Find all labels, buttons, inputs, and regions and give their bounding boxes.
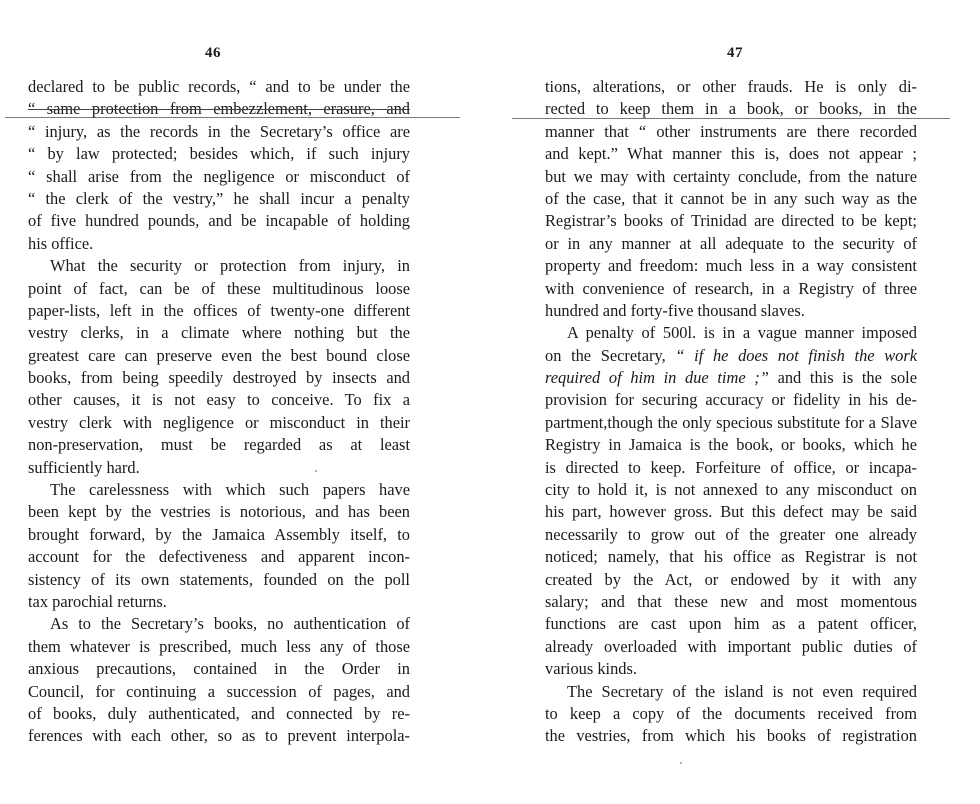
text-line: non-preservation, must be regarded as at least <box>28 435 410 455</box>
text-line: “ same protection from embezzlement, erasure, and <box>28 99 410 119</box>
text-line: tax parochial returns. <box>28 591 167 611</box>
text-line: What the security or protection from injury, in <box>50 256 410 276</box>
text-line: but we may with certainty conclude, from the nature <box>545 166 917 186</box>
text-line: of books, duly authenticated, and connected by re- <box>28 703 410 723</box>
text-line: already overloaded with important public duties of <box>545 636 917 656</box>
text-line: brought forward, by the Jamaica Assembly itself, to <box>28 524 410 544</box>
text-line <box>545 367 917 389</box>
text-line: Council, for continuing a succession of pages, and <box>28 681 410 701</box>
text-fragment: required of him in due time ; <box>545 368 760 388</box>
text-line: vestry clerks, in a climate where nothing but the <box>28 323 410 343</box>
text-line: his part, however gross. But this defect may be said <box>545 502 917 522</box>
quoted-text: required of him in due time ;” <box>545 368 769 388</box>
text-line: A penalty of 500l. is in a vague manner imposed <box>567 323 917 343</box>
text-line: sufficiently hard. <box>28 457 140 477</box>
text-line: been kept by the vestries is notorious, and has been <box>28 502 410 522</box>
text-line: or in any manner at all adequate to the security of <box>545 233 917 253</box>
text-fragment: if he does not finish the work <box>694 345 918 365</box>
text-line: paper-lists, left in the offices of twenty-one different <box>28 300 410 320</box>
text-line: sistency of its own statements, founded on the poll <box>28 569 410 589</box>
text-line: The Secretary of the island is not even required <box>567 681 917 701</box>
text-line: As to the Secretary’s books, no authentication of <box>50 614 410 634</box>
text-line: ferences with each other, so as to prevent interpola- <box>28 726 410 746</box>
text-line: The carelessness with which such papers have <box>50 480 410 500</box>
text-line: of five hundred pounds, and be incapable of holding <box>28 211 410 231</box>
text-line: greatest care can preserve even the best bound close <box>28 345 410 365</box>
text-line: necessarily to grow out of the greater one already <box>545 524 917 544</box>
page-number: 47 <box>727 45 743 61</box>
text-line: salary; and that these new and most momentous <box>545 591 917 611</box>
text-line: point of fact, can be of these multitudinous loose <box>28 278 410 298</box>
text-line: created by the Act, or endowed by it with any <box>545 569 917 589</box>
text-line: Registrar’s books of Trinidad are directed to be kept; <box>545 211 917 231</box>
text-line: vestry clerk with negligence or misconduct in their <box>28 412 410 432</box>
text-line: books, from being speedily destroyed by insects and <box>28 368 410 388</box>
text-line: Registry in Jamaica is the book, or books, which he <box>545 435 917 455</box>
text-line: and kept.” What manner this is, does not appear ; <box>545 144 917 164</box>
text-line: various kinds. <box>545 659 637 679</box>
text-line: “ by law protected; besides which, if such injury <box>28 144 410 164</box>
text-line: his office. <box>28 233 94 253</box>
body-text <box>28 76 410 748</box>
text-fragment: and this is the sole <box>777 368 917 388</box>
body-text <box>545 76 917 748</box>
right-page <box>490 0 980 804</box>
text-line: city to hold it, is not annexed to any misconduct on <box>545 480 917 500</box>
text-line: declared to be public records, “ and to be under the <box>28 77 410 96</box>
paper-speck <box>680 762 682 764</box>
text-line: “ shall arise from the negligence or misconduct of <box>28 166 410 186</box>
text-line: is directed to keep. Forfeiture of office, or incapa- <box>545 457 917 477</box>
text-line: other causes, it is not easy to conceive. To fix a <box>28 390 410 410</box>
text-line: rected to keep them in a book, or books, in the <box>545 99 917 119</box>
page-number: 46 <box>205 45 221 61</box>
text-fragment: on the Secretary, <box>545 345 666 365</box>
text-line: account for the defectiveness and apparent incon- <box>28 547 410 567</box>
text-line: noticed; namely, that his office as Registrar is not <box>545 547 917 567</box>
text-line: with convenience of research, in a Registry of three <box>545 278 917 298</box>
text-line: partment,though the only specious substitute for a Slave <box>545 412 917 432</box>
text-line: property and freedom: much less in a way consistent <box>545 256 917 276</box>
text-line: hundred and forty-five thousand slaves. <box>545 300 805 320</box>
text-line: the vestries, from which his books of registration <box>545 726 917 746</box>
text-line: “ the clerk of the vestry,” he shall incur a penalty <box>28 188 410 208</box>
text-line: “ injury, as the records in the Secretary’s office are <box>28 121 410 141</box>
text-line: provision for securing accuracy or fidelity in his de- <box>545 390 917 410</box>
text-line: anxious precautions, contained in the Order in <box>28 659 410 679</box>
text-line: tions, alterations, or other frauds. He is only di- <box>545 77 917 96</box>
text-line: to keep a copy of the documents received from <box>545 703 917 723</box>
text-line: manner that “ other instruments are there recorded <box>545 121 917 141</box>
text-line: functions are cast upon him as a patent officer, <box>545 614 917 634</box>
text-line: of the case, that it cannot be in any such way as the <box>545 188 917 208</box>
text-line: them whatever is prescribed, much less any of those <box>28 636 410 656</box>
text-line <box>545 345 917 367</box>
quoted-text: “ if he does not finish the work <box>675 345 918 365</box>
